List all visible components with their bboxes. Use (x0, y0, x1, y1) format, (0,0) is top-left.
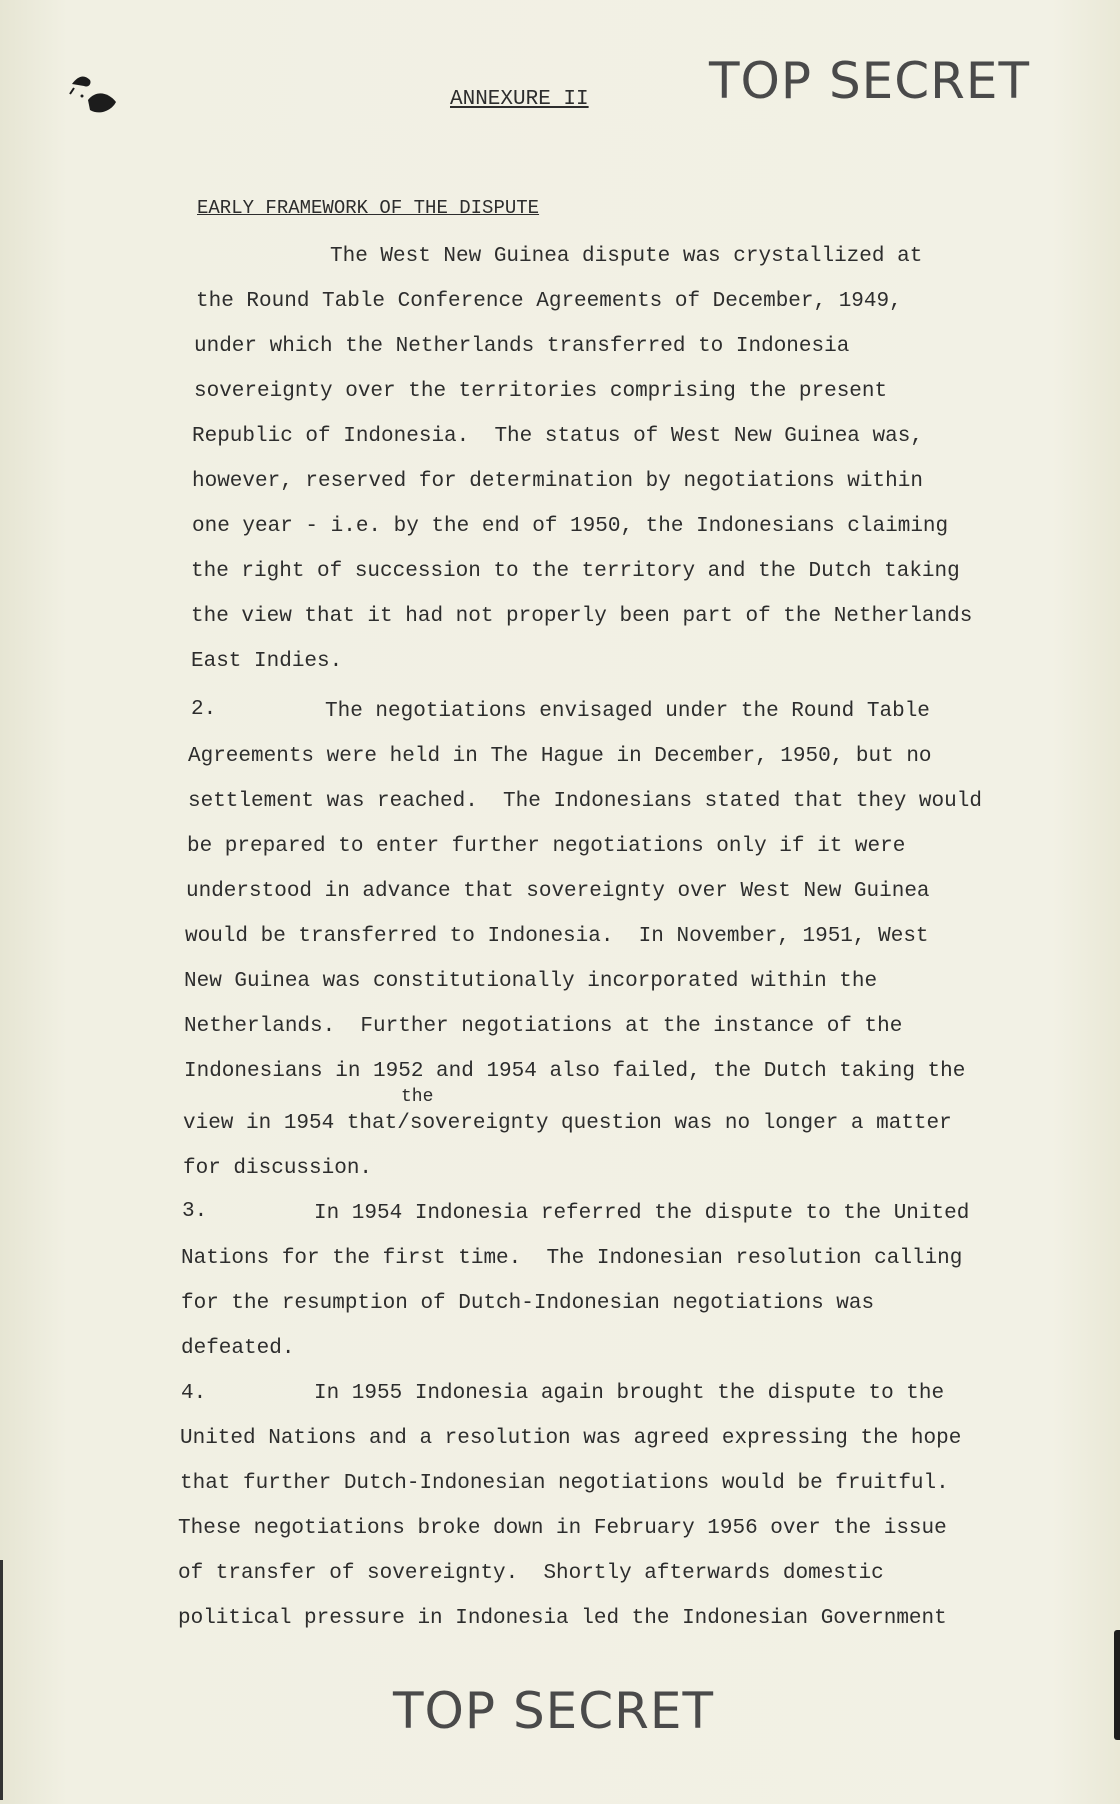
text-line: United Nations and a resolution was agreed expressing the hope (180, 1427, 962, 1450)
page-edge-shadow (1114, 1630, 1120, 1740)
annexure-title: ANNEXURE II (450, 88, 589, 111)
section-heading: EARLY FRAMEWORK OF THE DISPUTE (197, 197, 540, 219)
text-line: sovereignty over the territories comprising the present (194, 380, 888, 403)
text-line: Nations for the first time. The Indonesian resolution calling (181, 1247, 963, 1270)
text-line: the view that it had not properly been part of the Netherlands (191, 605, 973, 628)
page-edge-line (0, 1560, 3, 1800)
text-line: the right of succession to the territory and the Dutch taking (191, 560, 960, 583)
text-line: The West New Guinea dispute was crystallized at (330, 245, 923, 268)
handwritten-insertion: the (401, 1087, 434, 1107)
text-line: Indonesians in 1952 and 1954 also failed, the Dutch taking the (184, 1060, 966, 1083)
text-line: East Indies. (191, 650, 343, 673)
classification-header: TOP SECRET (709, 52, 1031, 110)
text-line: In 1955 Indonesia again brought the dispute to the (314, 1382, 945, 1405)
text-line: settlement was reached. The Indonesians stated that they would (188, 790, 982, 813)
text-line: Netherlands. Further negotiations at the instance of the (184, 1015, 903, 1038)
ink-mark-icon (64, 70, 134, 130)
text-line: Agreements were held in The Hague in December, 1950, but no (188, 745, 932, 768)
text-line: under which the Netherlands transferred to Indonesia (194, 335, 850, 358)
paragraph-number: 3. (182, 1200, 208, 1223)
text-line: defeated. (181, 1337, 295, 1360)
paragraph-number: 4. (181, 1382, 207, 1405)
text-line: In 1954 Indonesia referred the dispute to the United (314, 1202, 970, 1225)
text-line: for the resumption of Dutch-Indonesian negotiations was (181, 1292, 875, 1315)
text-line: one year - i.e. by the end of 1950, the Indonesians claiming (192, 515, 949, 538)
classification-footer: TOP SECRET (393, 1682, 715, 1740)
text-line: understood in advance that sovereignty over West New Guinea (186, 880, 930, 903)
text-line: New Guinea was constitutionally incorporated within the (184, 970, 878, 993)
text-line: be prepared to enter further negotiations only if it were (187, 835, 906, 858)
text-line: These negotiations broke down in February 1956 over the issue (178, 1517, 947, 1540)
text-line: that further Dutch-Indonesian negotiations would be fruitful. (180, 1472, 949, 1495)
text-line: political pressure in Indonesia led the Indonesian Government (178, 1607, 947, 1630)
text-line: however, reserved for determination by negotiations within (192, 470, 923, 493)
text-line: would be transferred to Indonesia. In November, 1951, West (185, 925, 929, 948)
text-line: of transfer of sovereignty. Shortly afterwards domestic (178, 1562, 884, 1585)
text-line: view in 1954 that/sovereignty question was no longer a matter (183, 1112, 952, 1135)
text-line: The negotiations envisaged under the Round Table (325, 700, 930, 723)
paragraph-number: 2. (191, 698, 217, 721)
text-line: Republic of Indonesia. The status of West New Guinea was, (192, 425, 923, 448)
text-line: for discussion. (183, 1157, 373, 1180)
text-line: the Round Table Conference Agreements of December, 1949, (196, 290, 902, 313)
